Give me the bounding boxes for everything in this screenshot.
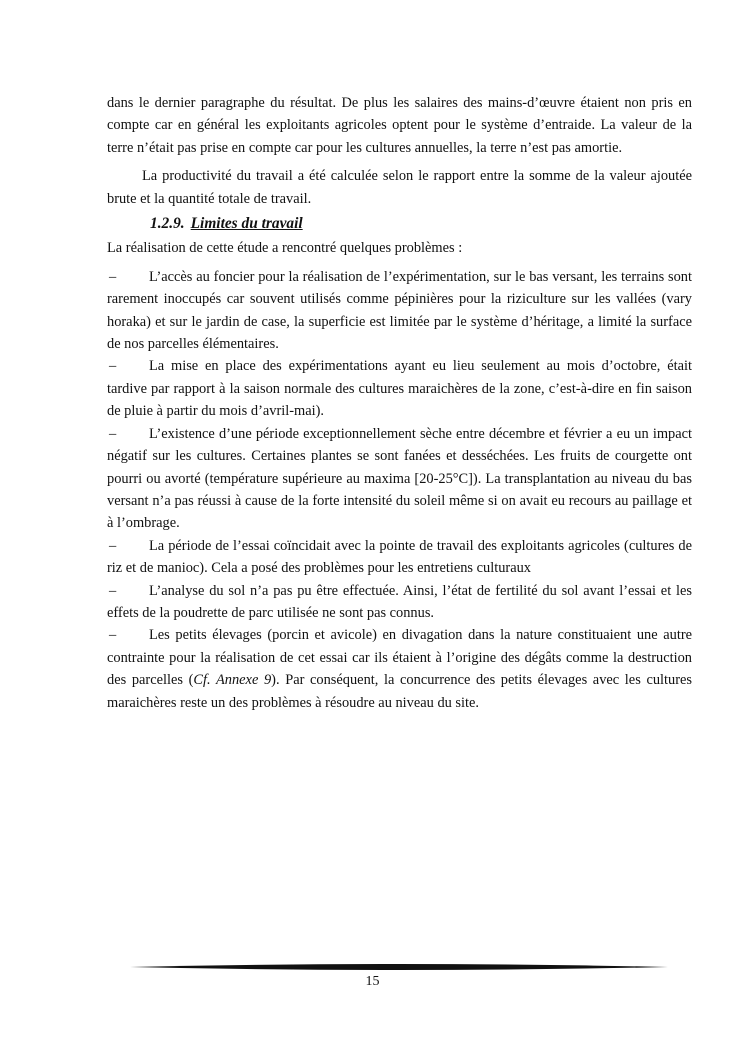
list-item-text: L’existence d’une période exceptionnellement sèche entre décembre et février a eu un impact négatif sur les cultures. Certaines plantes se sont fanées et desséchées. Les fruits de courgette ont pourri ou avorté (température supérieure au maxima [20-25°C]). La transplantation au niveau du bas versant n’a pas réussi à cause de la forte intensité du soleil même si on avait eu recours au paillage et à l’ombrage. bbox=[107, 425, 692, 532]
paragraph-costs: dans le dernier paragraphe du résultat. De plus les salaires des mains-d’œuvre étaient non pris en compte car en général les exploitants agricoles optent pour le système d’entraide. La valeur de la terre n’était pas prise en compte car pour les cultures annuelles, la terre n’est pas amortie. bbox=[107, 95, 692, 156]
list-item bbox=[107, 580, 692, 625]
section-title: Limites du travail bbox=[190, 215, 303, 233]
list-item bbox=[107, 266, 692, 356]
paragraph-intro: La réalisation de cette étude a rencontré quelques problèmes : bbox=[107, 240, 463, 257]
list-item-text: La période de l’essai coïncidait avec la pointe de travail des exploitants agricoles (cultures de riz et de manioc). Cela a posé des problèmes pour les entretiens culturaux bbox=[107, 537, 692, 577]
list-item-text: L’accès au foncier pour la réalisation de l’expérimentation, sur le bas versant, les terrains sont rarement inoccupés car souvent utilisés comme pépinières pour la riziculture sur les vallées (vary horaka) et sur le jardin de case, la superficie est limitée par le système d’héritage, a limité la surface de nos parcelles élémentaires. bbox=[107, 268, 692, 353]
list-item bbox=[107, 535, 692, 580]
section-number: 1.2.9. bbox=[150, 215, 185, 233]
document-body bbox=[107, 92, 692, 714]
dash-bullet: – bbox=[109, 358, 117, 375]
dash-bullet: – bbox=[109, 425, 117, 442]
list-item bbox=[107, 423, 692, 535]
list-item-text: ). Par conséquent, la concurrence des petits élevages avec les cultures maraichères reste un des problèmes à résoudre au niveau du site. bbox=[107, 672, 692, 711]
list-item-text: Les petits élevages (porcin et avicole) en divagation dans la nature constituaient une autre contrainte pour la réalisation de cet essai car ils étaient à l’origine des dégâts comme la destruction des parcelles ( bbox=[107, 627, 692, 689]
list-item-text: La mise en place des expérimentations ayant eu lieu seulement au mois d’octobre, était tardive par rapport à la saison normale des cultures maraichères de la zone, c’est-à-dire en fin saison de pluie à partir du mois d’avril-mai). bbox=[107, 358, 692, 420]
section-heading bbox=[150, 213, 692, 235]
list-item-text: L’analyse du sol n’a pas pu être effectuée. Ainsi, l’état de fertilité du sol avant l’essai et les effets de la poudrette de parc utilisée ne sont pas connus. bbox=[107, 582, 692, 621]
footer-divider bbox=[130, 961, 668, 973]
page-number: 15 bbox=[365, 974, 380, 989]
dash-bullet: – bbox=[109, 627, 117, 644]
dash-bullet: – bbox=[109, 582, 117, 599]
paragraph-productivity: La productivité du travail a été calculée selon le rapport entre la somme de la valeur ajoutée brute et la quantité totale de travail. bbox=[107, 168, 692, 207]
dash-bullet: – bbox=[109, 537, 117, 554]
annex-reference: Cf. Annexe 9 bbox=[193, 672, 272, 689]
list-item bbox=[107, 355, 692, 422]
list-item bbox=[107, 624, 692, 714]
dash-bullet: – bbox=[109, 268, 117, 285]
